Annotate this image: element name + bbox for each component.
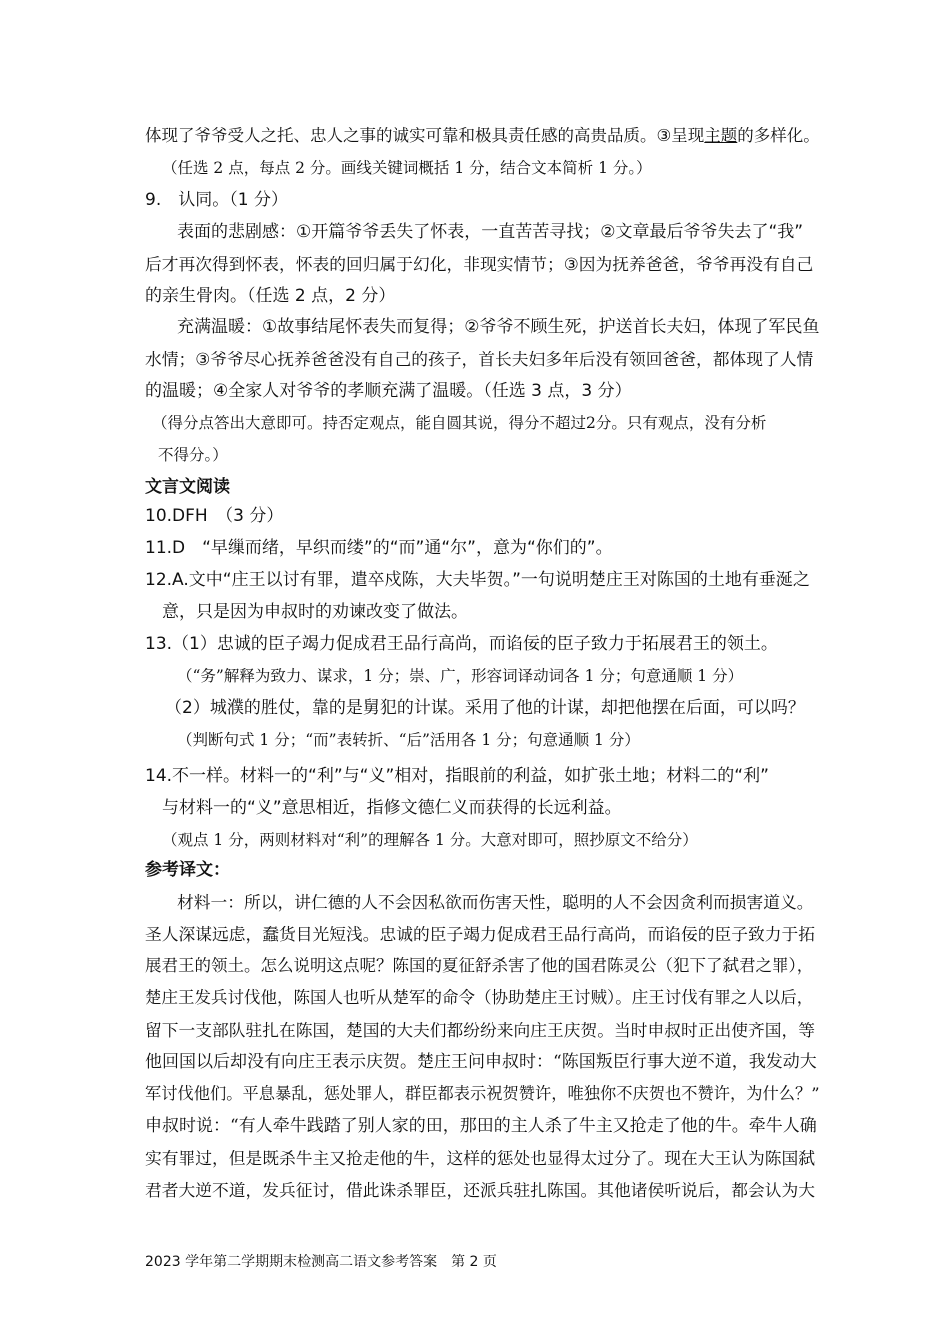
paragraph-line: 充满温暖：①故事结尾怀表失而复得；②爷爷不顾生死，护送首长夫妇，体现了军民鱼 [177, 317, 820, 337]
section-heading: 文言文阅读 [145, 477, 230, 497]
section-heading: 参考译文： [145, 860, 230, 880]
text-line-1 [145, 124, 820, 148]
paragraph-line: 后才再次得到怀表，怀表的回归属于幻化，非现实情节；③因为抚养爸爸，爷爷再没有自己 [145, 254, 814, 274]
paragraph-line: （2）城濮的胜仗，靠的是舅犯的计谋。采用了他的计谋，却把他摆在后面，可以吗？ [165, 698, 805, 718]
translation-line: 申叔时说：“有人牵牛践踏了别人家的田，那田的主人杀了牛主又抢走了他的牛。牵牛人确 [145, 1116, 817, 1136]
translation-line: 实有罪过，但是既杀牛主又抢走他的牛，这样的惩处也显得太过分了。现在大王认为陈国弑 [145, 1148, 816, 1168]
scoring-note: （得分点答出大意即可。持否定观点，能自圆其说，得分不超过2分。只有观点，没有分析 [152, 414, 767, 432]
translation-line: 圣人深谋远虑，蠢货目光短浅。忠诚的臣子竭力促成君王品行高尚，而谄佞的臣子致力于拓 [145, 924, 816, 944]
scoring-note: （观点 1 分，两则材料对“利”的理解各 1 分。大意对即可，照抄原文不给分） [162, 831, 698, 849]
translation-line: 留下一支部队驻扎在陈国，楚国的大夫们都纷纷来向庄王庆贺。当时申叔时正出使齐国，等 [145, 1020, 816, 1040]
question-13-answer: 13.（1）忠诚的臣子竭力促成君王品行高尚，而谄佞的臣子致力于拓展君王的领土。 [145, 634, 778, 654]
text-span: 的多样化。 [737, 126, 820, 145]
paragraph-line: 意，只是因为申叔时的劝谏改变了做法。 [162, 602, 468, 622]
translation-line: 楚庄王发兵讨伐他，陈国人也听从楚军的命令（协助楚庄王讨贼）。庄王讨伐有罪之人以后， [145, 988, 814, 1007]
paragraph-line: 的亲生骨肉。（任选 2 点，2 分） [145, 286, 396, 306]
paragraph-line: 水情；③爷爷尽心抚养爸爸没有自己的孩子，首长夫妇多年后没有领回爸爸，都体现了人情 [145, 349, 814, 369]
translation-line: 展君王的领土。怎么说明这点呢？陈国的夏征舒杀害了他的国君陈灵公（犯下了弑君之罪）， [145, 956, 814, 975]
question-12-answer: 12.A.文中“庄王以讨有罪，遣卒戍陈，大夫毕贺。”一句说明楚庄王对陈国的土地有垂涎之 [145, 570, 810, 590]
paragraph-line: 与材料一的“义”意思相近，指修文德仁义而获得的长远利益。 [162, 798, 622, 818]
scoring-note: （判断句式 1 分；“而”表转折、“后”活用各 1 分；句意通顺 1 分） [177, 731, 640, 749]
translation-line: 军讨伐他们。平息暴乱，惩处罪人，群臣都表示祝贺赞许，唯独你不庆贺也不赞许，为什么？” [145, 1084, 820, 1103]
question-11-answer: 11.D “早缫而绪，早织而缕”的“而”通“尔”，意为“你们的”。 [145, 538, 613, 558]
paragraph-line: 表面的悲剧感：①开篇爷爷丢失了怀表，一直苦苦寻找；②文章最后爷爷失去了“我” [177, 222, 804, 242]
scoring-note: 不得分。） [158, 446, 228, 464]
scoring-note: （“务”解释为致力、谋求，1 分；崇、广，形容词译动词各 1 分；句意通顺 1 分） [177, 667, 744, 685]
scoring-note: （任选 2 点，每点 2 分。画线关键词概括 1 分，结合文本简析 1 分。） [162, 159, 652, 177]
translation-line: 他回国以后却没有向庄王表示庆贺。楚庄王问申叔时：“陈国叛臣行事大逆不道，我发动大 [145, 1052, 817, 1072]
question-10-answer: 10.DFH （3 分） [145, 506, 284, 526]
question-14-answer: 14.不一样。材料一的“利”与“义”相对，指眼前的利益，如扩张土地；材料二的“利” [145, 766, 769, 786]
translation-line: 君者大逆不道，发兵征讨，借此诛杀罪臣，还派兵驻扎陈国。其他诸侯听说后，都会认为大 [145, 1180, 816, 1200]
text-span: 体现了爷爷受人之托、忠人之事的诚实可靠和极具责任感的高贵品质。③呈现 [145, 126, 705, 145]
underlined-keyword: 主题 [704, 126, 738, 145]
page-footer: 2023 学年第二学期期末检测高二语文参考答案 第 2 页 [145, 1254, 497, 1270]
paragraph-line: 的温暖；④全家人对爷爷的孝顺充满了温暖。（任选 3 点，3 分） [145, 381, 632, 401]
translation-line: 材料一：所以，讲仁德的人不会因私欲而伤害天性，聪明的人不会因贪利而损害道义。 [177, 892, 814, 912]
question-9-answer: 9. 认同。（1 分） [145, 190, 288, 210]
